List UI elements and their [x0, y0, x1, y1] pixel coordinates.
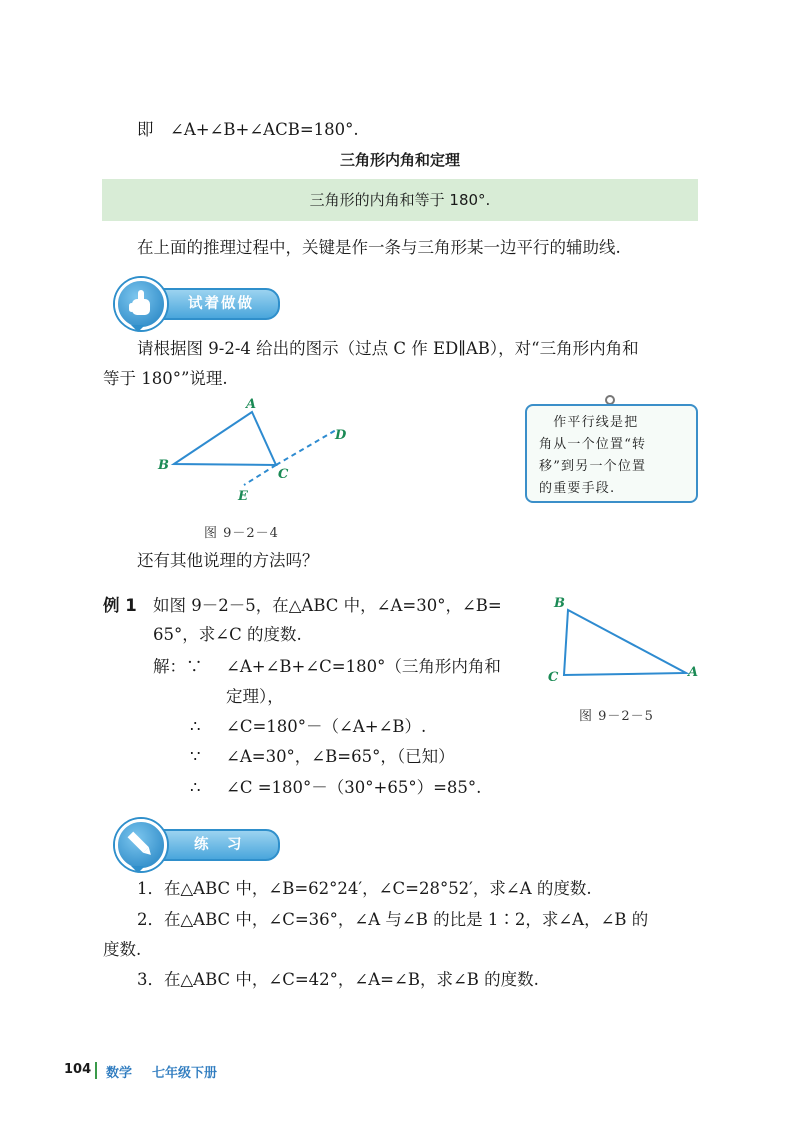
- footer-subject: 数学: [106, 1066, 133, 1081]
- practice-section-pointer: [131, 866, 145, 873]
- try-instruction-line2: 等于 180°”说理.: [103, 369, 228, 388]
- tip-line-2: 角从一个位置“转: [539, 437, 647, 452]
- label-c-925: C: [548, 670, 559, 685]
- figure-9-2-5: [548, 592, 708, 687]
- label-b-924: B: [158, 458, 169, 473]
- figure-9-2-4: [150, 392, 360, 507]
- figure-9-2-4-caption: 图 9－2－4: [204, 526, 279, 541]
- key-sentence: 在上面的推理过程中，关键是作一条与三角形某一边平行的辅助线.: [137, 238, 621, 257]
- theorem-title: 三角形内角和定理: [339, 151, 460, 169]
- triangle-abc-924: [174, 412, 276, 465]
- label-c-924: C: [278, 467, 289, 482]
- solution-prefix-1: 解：∵: [153, 657, 203, 676]
- hand-icon: [115, 278, 167, 330]
- other-methods-question: 还有其他说理的方法吗？: [137, 551, 319, 570]
- example-label: 例 1: [103, 596, 137, 615]
- solution-prefix-4: ∵: [190, 747, 201, 766]
- figure-9-2-5-caption: 图 9－2－5: [579, 709, 654, 724]
- solution-step-4: ∠A=30°，∠B=65°，（已知）: [226, 747, 455, 766]
- solution-step-1: ∠A+∠B+∠C=180°（三角形内角和: [226, 657, 501, 676]
- label-a-924: A: [246, 397, 257, 412]
- practice-item-1: 1．在△ABC 中，∠B=62°24′，∠C=28°52′，求∠A 的度数.: [137, 879, 592, 898]
- footer-divider: [95, 1062, 97, 1079]
- label-e-924: E: [238, 489, 248, 504]
- try-instruction-line1: 请根据图 9-2-4 给出的图示（过点 C 作 ED∥AB），对“三角形内角和: [137, 339, 639, 358]
- theorem-statement: 三角形的内角和等于 180°.: [309, 191, 491, 209]
- try-section-pointer: [131, 325, 145, 332]
- solution-step-3: ∠C=180°－（∠A+∠B）.: [226, 717, 427, 736]
- triangle-abc-925: [564, 610, 686, 675]
- practice-section-label: 练 习: [194, 837, 244, 853]
- solution-step-5: ∠C =180°－（30°+65°）=85°.: [226, 778, 482, 797]
- solution-prefix-3: ∴: [190, 717, 201, 736]
- tip-line-4: 的重要手段.: [539, 481, 616, 496]
- tip-box: [525, 404, 698, 503]
- intro-equation: 即 ∠A+∠B+∠ACB=180°.: [137, 120, 359, 139]
- practice-item-2-continued: 度数.: [103, 940, 142, 959]
- tip-line-1: 作平行线是把: [539, 415, 639, 430]
- label-d-924: D: [335, 428, 347, 443]
- try-section-label: 试着做做: [188, 296, 254, 312]
- solution-step-2: 定理），: [226, 687, 284, 706]
- label-a-925: A: [688, 665, 699, 680]
- ray-ce: [244, 465, 276, 485]
- page-number: 104: [64, 1062, 92, 1077]
- practice-item-2: 2．在△ABC 中，∠C=36°，∠A 与∠B 的比是 1∶2，求∠A，∠B 的: [137, 910, 649, 929]
- example-line1: 如图 9－2－5，在△ABC 中，∠A=30°，∠B=: [153, 596, 502, 615]
- solution-prefix-5: ∴: [190, 778, 201, 797]
- label-b-925: B: [554, 596, 565, 611]
- footer-book: 七年级下册: [152, 1066, 218, 1081]
- pencil-icon: [115, 819, 167, 871]
- example-line2: 65°，求∠C 的度数.: [153, 625, 302, 644]
- tip-line-3: 移”到另一个位置: [539, 459, 647, 474]
- practice-item-3: 3．在△ABC 中，∠C=42°，∠A=∠B，求∠B 的度数.: [137, 970, 539, 989]
- theorem-box: [102, 179, 698, 221]
- ray-cd: [276, 430, 336, 465]
